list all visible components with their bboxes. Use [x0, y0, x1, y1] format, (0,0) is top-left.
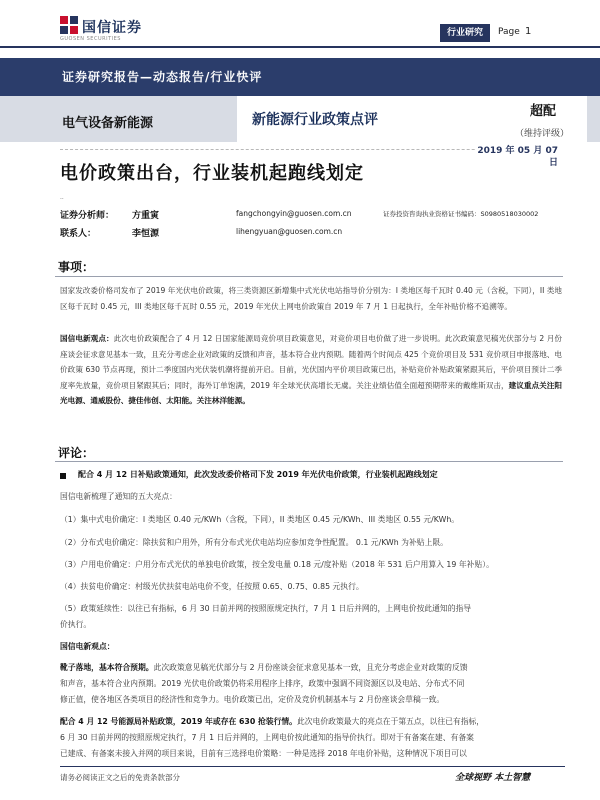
view2-line: [60, 716, 484, 727]
analyst-email[interactable]: fangchongyin@guosen.com.cn: [236, 209, 352, 218]
points-intro: 国信电新梳理了通知的五大亮点：: [60, 492, 177, 501]
footer-rule: [60, 766, 565, 767]
section-title-comment: 评论：: [58, 446, 95, 460]
logo-text: 国信证券: [82, 20, 142, 36]
report-title: 新能源行业政策点评: [252, 112, 378, 128]
view2-line: 6 月 30 日前并网的按照原规定执行，7 月 1 日后并网的，上网电价按此通知的指导价执行。即对于有备案在建、有备案: [60, 733, 474, 742]
view1-line: 修正值，使各地区各类项目的经济性和竞争力。电价政策已出，定价及竞价机制基本与 2 月份座谈会草稿一致。: [60, 695, 445, 704]
footer-slogan: 全球视野 本土智慧: [455, 773, 531, 783]
report-series: 证券研究报告—动态报告/行业快评: [62, 70, 263, 84]
comment-bullet-heading: 配合 4 月 12 日补贴政策通知，此次发改委价格司下发 2019 年光伏电价政策，行业装机起跑线划定: [78, 470, 438, 479]
analyst-label: 证券分析师：: [60, 211, 115, 221]
view1-line: [60, 662, 468, 673]
section-title-events: 事项：: [58, 260, 95, 274]
contact-email[interactable]: lihengyuan@guosen.com.cn: [236, 227, 343, 236]
section-rule: [55, 276, 563, 277]
section-rule: [55, 461, 563, 462]
view2-text: 此次电价政策最大的亮点在于第五点，以往已有指标，: [296, 717, 485, 726]
contact-label: 联系人：: [60, 229, 97, 239]
point-item-cont: 价执行。: [60, 620, 92, 629]
analyst-name: 方重寅: [132, 211, 160, 221]
view1-line: 和声音，基本符合业内预期。2019 光伏电价政策仍将采用程序上排序，政策中强调不同资源区以及电站、分布式不同: [60, 679, 465, 688]
view-lead: 国信电新观点：: [60, 334, 114, 343]
page-number: 1: [525, 26, 532, 37]
point-item: （2）分布式电价确定：除扶贫和户用外，所有分布式光伏电站均应参加竞争性配置。 0.1 元/KWh 为补贴上限。: [60, 538, 448, 547]
footer-disclaimer: 请务必阅读正文之后的免责条款部分: [60, 773, 180, 782]
rating: 超配: [530, 104, 557, 119]
header-rule: [0, 46, 600, 48]
point-item: （3）户用电价确定：户用分布式光伏的单独电价政策，按全发电量 0.18 元/度补贴（2018 年 531 后户用算入 19 年补贴）。: [60, 560, 494, 569]
guosen-logo-icon: [60, 16, 78, 34]
view2-lead: 配合 4 月 12 号能源局补贴政策，2019 年或存在 630 抢装行情。: [60, 717, 297, 726]
logo-subtitle: GUOSEN SECURITIES: [60, 36, 121, 42]
point-item: （4）扶贫电价确定：村级光伏扶贫电站电价不变，任按照 0.65、0.75、0.85 元执行。: [60, 582, 364, 591]
category-tag: 行业研究: [440, 24, 490, 42]
view1-lead: 靴子落地，基本符合预期。: [60, 663, 154, 672]
page-label: Page: [498, 27, 520, 37]
decorative-dots: ··: [60, 196, 64, 203]
bullet-square-icon: [60, 473, 66, 479]
sector-name: 电气设备新能源: [62, 116, 154, 131]
view1-text: 此次政策意见稿光伏部分与 2 月份座谈会征求意见基本一致，且充分考虑企业对政策的反馈: [153, 663, 468, 672]
view-body: 此次电价政策配合了 4 月 12 日国家能源局竞价项目政策意见，对竞价项目电价做了进一步说明。此次政策意见稿光伏部分与 2 月份座谈会征求意见基本一致，且充分考虑企业对政策的反馈和声音，基本符合业内预期。随着两个时间点 425 个竞价项目及 531 竞价项目申报落地、电价政策 630 节点再现，预计二季度国内光伏装机潮将提前开启。目前，光伏国内平价项目政策已出，补贴竞价补贴政策紧跟其后，平价项目预计二季度率先放量，竞价项目紧跟其后；同时，海外订单饱满，2019 年全球光伏高增长无虞。关注业绩估值全面超预期带来的戴维斯双击，: [60, 334, 562, 390]
analyst-cert: 证券投资咨询执业资格证书编码：S0980518030002: [383, 210, 539, 218]
events-paragraph: 国家发改委价格司发布了 2019 年光伏电价政策，将三类资源区新增集中式光伏电站指导价分别为：I 类地区每千瓦时 0.40 元（含税，下同），II 类地区每千瓦时 0.45 元，III 类地区每千瓦时 0.55 元，2019 年光伏上网电价政策自 2019 年 7 月 1 日起执行，全年补贴价格不追溯等。: [60, 286, 562, 311]
headline: 电价政策出台，行业装机起跑线划定: [60, 163, 364, 184]
view-paragraph: [60, 331, 562, 409]
view-title: 国信电新观点：: [60, 642, 115, 651]
view2-line: 已建成、有备案未接入并网的项目来说，目前有三选择电价策略：一种是选择 2018 年电价补贴，这种情况下项目可以: [60, 749, 467, 758]
point-item: （5）政策延续性：以往已有指标，6 月 30 日前并网的按照原规定执行，7 月 1 日后并网的，上网电价按此通知的指导: [60, 604, 472, 613]
view-recommendation: 建议重点关注阳光电源、通威股份、捷佳伟创、太阳能。关注林洋能源。: [60, 380, 563, 406]
contact-name: 李恒源: [132, 229, 160, 239]
point-item: （1）集中式电价确定：I 类地区 0.40 元/KWh（含税，下同），II 类地区 0.45 元/KWh、III 类地区 0.55 元/KWh。: [60, 515, 460, 524]
rating-note: （维持评级）: [515, 129, 570, 139]
report-date: 2019 年 05 月 07 日: [477, 146, 558, 168]
